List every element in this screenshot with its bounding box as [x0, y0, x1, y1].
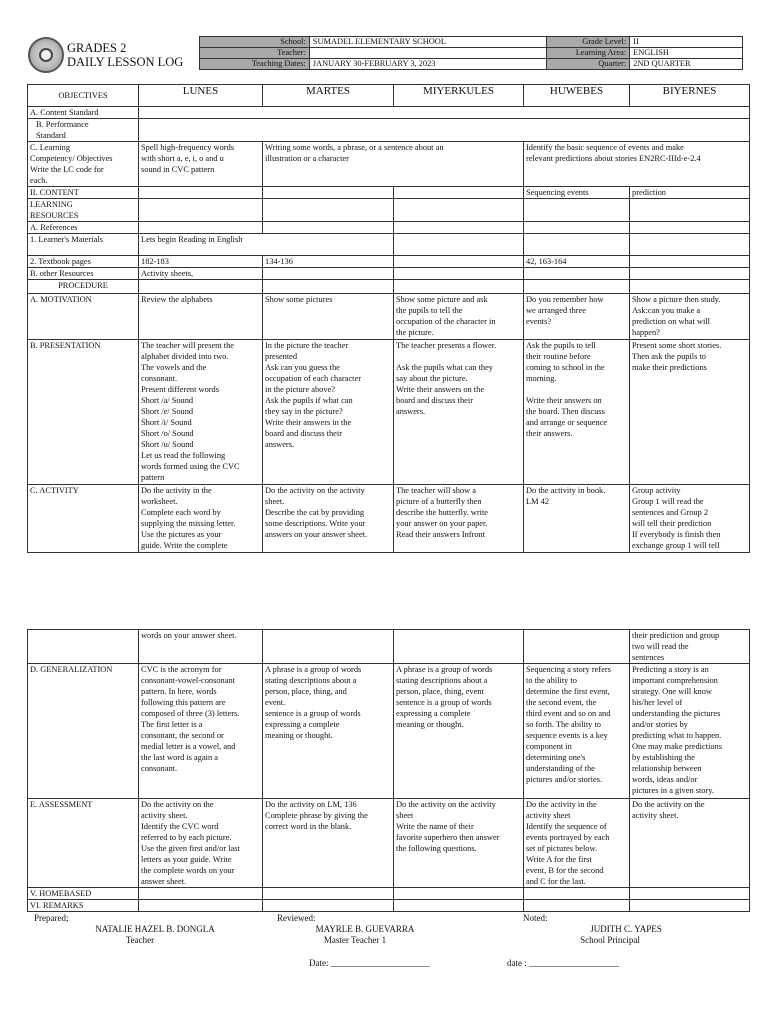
- generalization-label: D. GENERALIZATION: [28, 664, 139, 799]
- presentation-label: B. PRESENTATION: [28, 340, 139, 485]
- lr-martes: [263, 199, 394, 222]
- hb-miyerkules: [394, 888, 524, 900]
- or-huwebes: [524, 268, 630, 280]
- learning-competency-martes: Writing some words, a phrase, or a sentence about an illustration or a character: [263, 142, 524, 187]
- doc-title: [67, 41, 183, 69]
- presentation-huwebes: Ask the pupils to tell their routine before coming to school in the morning. Write their answers on the board. Then discuss and arrange or sequence their answers.: [524, 340, 630, 485]
- day-header-biyernes: BIYERNES: [630, 85, 750, 107]
- generalization-martes: A phrase is a group of words stating descriptions about a person, place, thing, and event. sentence is a group of words expressing a complete meaning or thought.: [263, 664, 394, 799]
- school-label: School:: [200, 37, 310, 48]
- assessment-label: E. ASSESSMENT: [28, 799, 139, 888]
- prepared-role: Teacher: [125, 935, 155, 945]
- assessment-martes: Do the activity on LM, 136 Complete phrase by giving the correct word in the blank.: [263, 799, 394, 888]
- other-resources-label: B. other Resources: [28, 268, 139, 280]
- grade-value: II: [630, 37, 743, 48]
- lm-huwebes: [524, 234, 630, 256]
- rm-biyernes: [630, 900, 750, 912]
- activity-cont-martes: [263, 630, 394, 664]
- activity-miyerkules: The teacher will show a picture of a butterfly then describe the butterfly. write your answer on your paper. Read their answers Infront: [394, 485, 524, 553]
- presentation-biyernes: Present some short stories. Then ask the pupils to make their predictions: [630, 340, 750, 485]
- assessment-lunes: Do the activity on the activity sheet. Identify the CVC word referred to by each picture. Use the given first and/or last letters as your guide. Write the complete words on your answer sheet.: [139, 799, 263, 888]
- ref-biyernes: [630, 222, 750, 234]
- activity-lunes: Do the activity in the worksheet. Complete each word by supplying the missing letter. Use the pictures as your guide. Write the complete: [139, 485, 263, 553]
- motivation-martes: Show some pictures: [263, 294, 394, 340]
- learners-materials-lunes: Lets begin Reading in English: [139, 234, 394, 256]
- performance-standard-cell: [139, 119, 750, 142]
- activity-huwebes: Do the activity in book. LM 42: [524, 485, 630, 553]
- rm-martes: [263, 900, 394, 912]
- date-line-2: date : ____________________: [507, 958, 619, 968]
- textbook-biyernes: [630, 256, 750, 268]
- procedure-label: PROCEDURE: [28, 280, 139, 294]
- content-huwebes: Sequencing events: [524, 187, 630, 199]
- activity-biyernes: Group activity Group 1 will read the sentences and Group 2 will tell their prediction If everybody is finish then exchange group 1 will tell: [630, 485, 750, 553]
- proc-biyernes: [630, 280, 750, 294]
- teacher-label: Teacher:: [200, 48, 310, 59]
- activity-cont-miyerkules: [394, 630, 524, 664]
- activity-martes: Do the activity on the activity sheet. Describe the cat by providing some descriptions. Write your answers on your answer sheet.: [263, 485, 394, 553]
- ref-lunes: [139, 222, 263, 234]
- generalization-lunes: CVC is the acronym for consonant-vowel-consonant pattern. In here, words following this pattern are composed of three (3) letters. The first letter is a consonant, the second or medial letter is a vowel, and the last word is again a consonant.: [139, 664, 263, 799]
- ref-huwebes: [524, 222, 630, 234]
- quarter-value: 2ND QUARTER: [630, 59, 743, 70]
- dates-value: JANUARY 30-FEBRUARY 3, 2023: [309, 59, 547, 70]
- dates-label: Teaching Dates:: [200, 59, 310, 70]
- noted-label: Noted:: [523, 913, 548, 923]
- deped-seal-logo: [28, 37, 64, 73]
- lr-lunes: [139, 199, 263, 222]
- or-martes: [263, 268, 394, 280]
- noted-name: JUDITH C. YAPES: [590, 924, 662, 934]
- area-value: ENGLISH: [630, 48, 743, 59]
- rm-miyerkules: [394, 900, 524, 912]
- homebased-label: V. HOMEBASED: [28, 888, 139, 900]
- performance-standard-label: B. Performance Standard: [28, 119, 139, 142]
- content-martes: [263, 187, 394, 199]
- proc-lunes: [139, 280, 263, 294]
- lm-biyernes: [630, 234, 750, 256]
- content-lunes: [139, 187, 263, 199]
- objectives-header: OBJECTIVES: [28, 85, 139, 107]
- generalization-huwebes: Sequencing a story refers to the ability to determine the first event, the second event, the third event and so on and so forth. The ability to sequence events is a key component in determining one's understanding of the pictures and/or stories.: [524, 664, 630, 799]
- title-line2: DAILY LESSON LOG: [67, 55, 184, 69]
- grade-label: Grade Level:: [547, 37, 630, 48]
- activity-cont-label: [28, 630, 139, 664]
- content-standard-cell: [139, 107, 750, 119]
- lr-miyerkules: [394, 199, 524, 222]
- textbook-miyerkules: [394, 256, 524, 268]
- lesson-log-table-part1: [27, 84, 750, 553]
- proc-huwebes: [524, 280, 630, 294]
- reviewed-name: MAYRLE B. GUEVARRA: [315, 924, 415, 934]
- hb-biyernes: [630, 888, 750, 900]
- content-label: II. CONTENT: [28, 187, 139, 199]
- content-standard-label: A. Content Standard: [28, 107, 139, 119]
- textbook-pages-label: 2. Textbook pages: [28, 256, 139, 268]
- generalization-miyerkules: A phrase is a group of words stating descriptions about a person, place, thing, event sentence is a group of words expressing a complete meaning or thought.: [394, 664, 524, 799]
- ref-martes: [263, 222, 394, 234]
- quarter-label: Quarter:: [547, 59, 630, 70]
- learning-competency-label: C. Learning Competency/ Objectives Write the LC code for each.: [28, 142, 139, 187]
- teacher-value: [309, 48, 547, 59]
- learners-materials-label: 1. Learner's Materials: [28, 234, 139, 256]
- day-header-martes: MARTES: [263, 85, 394, 107]
- prepared-label: Prepared;: [34, 913, 69, 923]
- generalization-biyernes: Predicting a story is an important comprehension strategy. One will know his/her level of understanding the pictures and/or stories by predicting what to happen. One may make predictions by establishing the relationship between words, ideas and/or pictures in a given story.: [630, 664, 750, 799]
- or-miyerkules: [394, 268, 524, 280]
- school-value: SUMADEL ELEMENTARY SCHOOL: [309, 37, 547, 48]
- lm-miyerkules: [394, 234, 524, 256]
- day-header-lunes: LUNES: [139, 85, 263, 107]
- activity-cont-lunes: words on your answer sheet.: [139, 630, 263, 664]
- motivation-miyerkules: Show some picture and ask the pupils to tell the occupation of the character in the picture.: [394, 294, 524, 340]
- rm-lunes: [139, 900, 263, 912]
- assessment-huwebes: Do the activity in the activity sheet Identify the sequence of events portrayed by each set of pictures below. Write A for the first event, B for the second and C for the last.: [524, 799, 630, 888]
- references-label: A. References: [28, 222, 139, 234]
- ref-miyerkules: [394, 222, 524, 234]
- hb-martes: [263, 888, 394, 900]
- other-resources-lunes: Activity sheets,: [139, 268, 263, 280]
- hb-lunes: [139, 888, 263, 900]
- activity-cont-huwebes: [524, 630, 630, 664]
- date-line-1: Date: ______________________: [309, 958, 430, 968]
- activity-label: C. ACTIVITY: [28, 485, 139, 553]
- activity-cont-biyernes: their prediction and group two will read the sentences: [630, 630, 750, 664]
- prepared-name: NATALIE HAZEL B. DONGLA: [95, 924, 215, 934]
- assessment-miyerkules: Do the activity on the activity sheet Write the name of their favorite superhero then answer the following questions.: [394, 799, 524, 888]
- area-label: Learning Area:: [547, 48, 630, 59]
- content-miyerkules: [394, 187, 524, 199]
- presentation-miyerkules: The teacher presents a flower. Ask the pupils what can they say about the picture. Write their answers on the board and discuss their answers.: [394, 340, 524, 485]
- presentation-lunes: The teacher will present the alphabet divided into two. The vowels and the consonant. Present different words Short /a/ Sound Short /e/ Sound Short /i/ Sound Short /o/ Sound Short /u/ Sound Let us read the following words formed using the CVC pattern: [139, 340, 263, 485]
- noted-role: School Principal: [580, 935, 640, 945]
- motivation-huwebes: Do you remember how we arranged three events?: [524, 294, 630, 340]
- proc-martes: [263, 280, 394, 294]
- motivation-lunes: Review the alphabets: [139, 294, 263, 340]
- rm-huwebes: [524, 900, 630, 912]
- learning-resources-label: LEARNING RESOURCES: [28, 199, 139, 222]
- motivation-label: A. MOTIVATION: [28, 294, 139, 340]
- textbook-martes: 134-136: [263, 256, 394, 268]
- presentation-martes: In the picture the teacher presented Ask can you guess the occupation of each character in the picture above? Ask the pupils if what can they say in the picture? Write their answers in the board and discuss their answers.: [263, 340, 394, 485]
- textbook-huwebes: 42, 163-164: [524, 256, 630, 268]
- remarks-label: VI. REMARKS: [28, 900, 139, 912]
- content-biyernes: prediction: [630, 187, 750, 199]
- header-info-table: [199, 36, 743, 70]
- hb-huwebes: [524, 888, 630, 900]
- or-biyernes: [630, 268, 750, 280]
- reviewed-label: Reviewed:: [277, 913, 316, 923]
- learning-competency-huwebes: Identify the basic sequence of events and make relevant predictions about stories EN2RC-IIId-e-2.4: [524, 142, 750, 187]
- learning-competency-lunes: Spell high-frequency words with short a, e, i, o and u sound in CVC pattern: [139, 142, 263, 187]
- lr-biyernes: [630, 199, 750, 222]
- lesson-log-table-part2: [27, 629, 750, 912]
- day-header-huwebes: HUWEBES: [524, 85, 630, 107]
- textbook-lunes: 182-183: [139, 256, 263, 268]
- motivation-biyernes: Show a picture then study. Ask:can you make a prediction on what will happen?: [630, 294, 750, 340]
- title-line1: GRADES 2: [67, 41, 127, 55]
- assessment-biyernes: Do the activity on the activity sheet.: [630, 799, 750, 888]
- lr-huwebes: [524, 199, 630, 222]
- day-header-miyerkules: MIYERKULES: [394, 85, 524, 107]
- reviewed-role: Master Teacher 1: [323, 935, 387, 945]
- proc-miyerkules: [394, 280, 524, 294]
